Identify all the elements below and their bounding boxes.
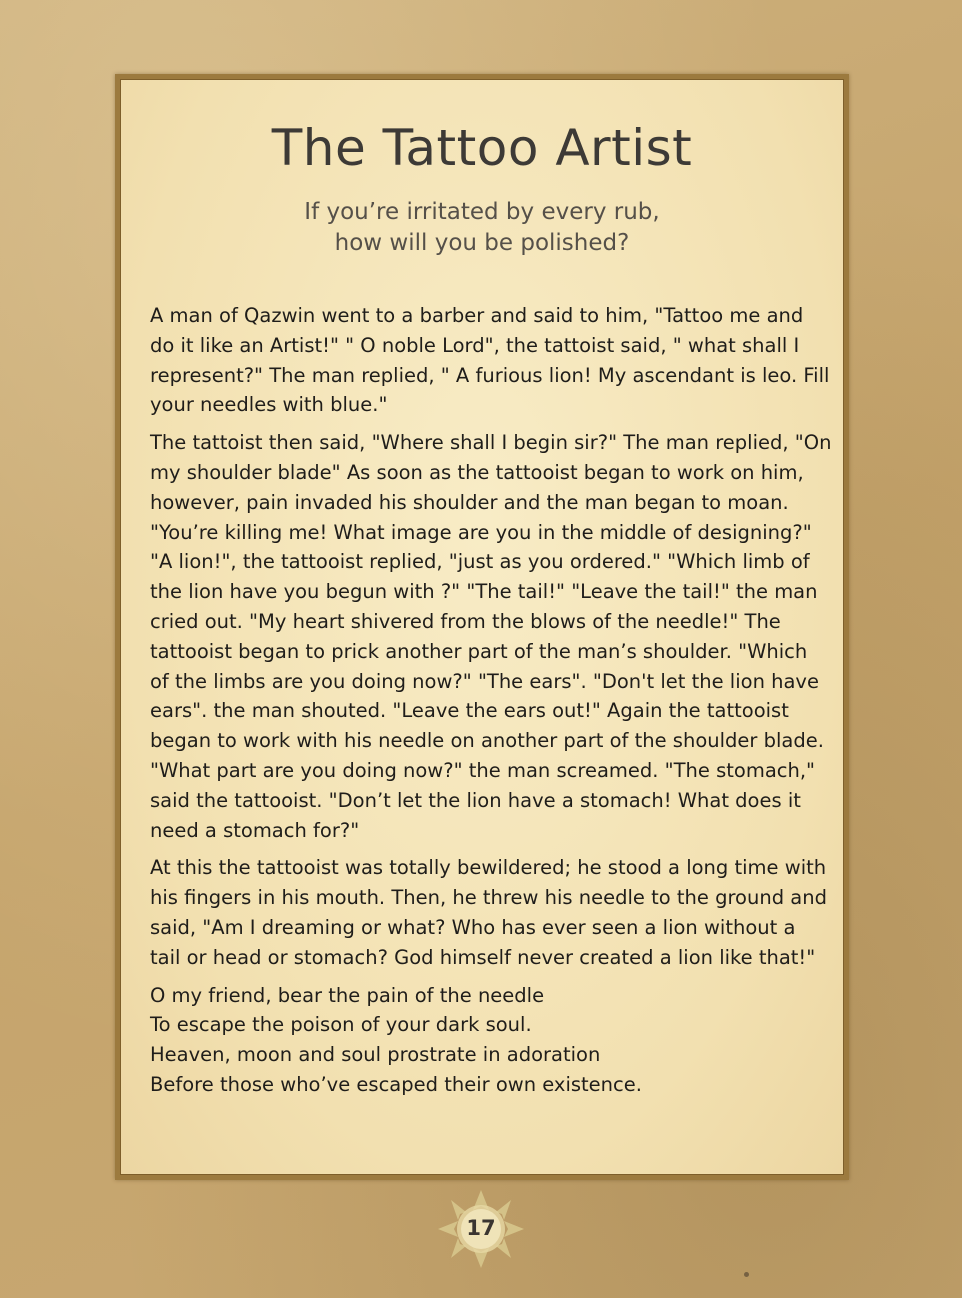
epigraph [120, 197, 844, 259]
content-panel [115, 74, 849, 1180]
story-body [150, 301, 832, 1100]
verse-line: Heaven, moon and soul prostrate in adoration [150, 1043, 601, 1067]
paragraph: At this the tattooist was totally bewildered; he stood a long time with his fingers in his mouth. Then, he threw his needle to the ground and said, "Am I dreaming or what? Who has ever seen a lion without a tail or head or stomach? God himself never created a lion like that!" [150, 856, 827, 969]
page-number-badge [434, 1188, 528, 1270]
page-title: The Tattoo Artist [271, 119, 693, 177]
epigraph-line: If you’re irritated by every rub, [304, 199, 660, 225]
verse-line: To escape the poison of your dark soul. [150, 1013, 532, 1037]
page-number: 17 [466, 1216, 496, 1240]
verse-line: O my friend, bear the pain of the needle [150, 983, 545, 1007]
paper-speck [744, 1272, 749, 1277]
paragraph: The tattoist then said, "Where shall I begin sir?" The man replied, "On my shoulder blade" As soon as the tattooist began to work on him, however, pain invaded his shoulder and the man began to moan. "You’re killing me! What image are you in the middle of designing?" "A lion!", the tattooist replied, "just as you ordered." "Which limb of the lion have you begun with ?" "The tail!" "Leave the tail!" the man cried out. "My heart shivered from the blows of the needle!" The tattooist began to prick another part of the man’s shoulder. "Which of the limbs are you doing now?" "The ears". "Don't let the lion have ears". the man shouted. "Leave the ears out!" Again the tattooist began to work with his needle on another part of the shoulder blade. "What part are you doing now?" the man screamed. "The stomach," said the tattooist. "Don’t let the lion have a stomach! What does it need a stomach for?" [150, 431, 832, 842]
paragraph: A man of Qazwin went to a barber and said to him, "Tattoo me and do it like an Artist!" " O noble Lord", the tattoist said, " what shall I represent?" The man replied, " A furious lion! My ascendant is leo. Fill your needles with blue." [150, 304, 830, 417]
verse-line: Before those who’ve escaped their own existence. [150, 1072, 642, 1096]
epigraph-line: how will you be polished? [334, 230, 630, 256]
verse [150, 981, 832, 1100]
